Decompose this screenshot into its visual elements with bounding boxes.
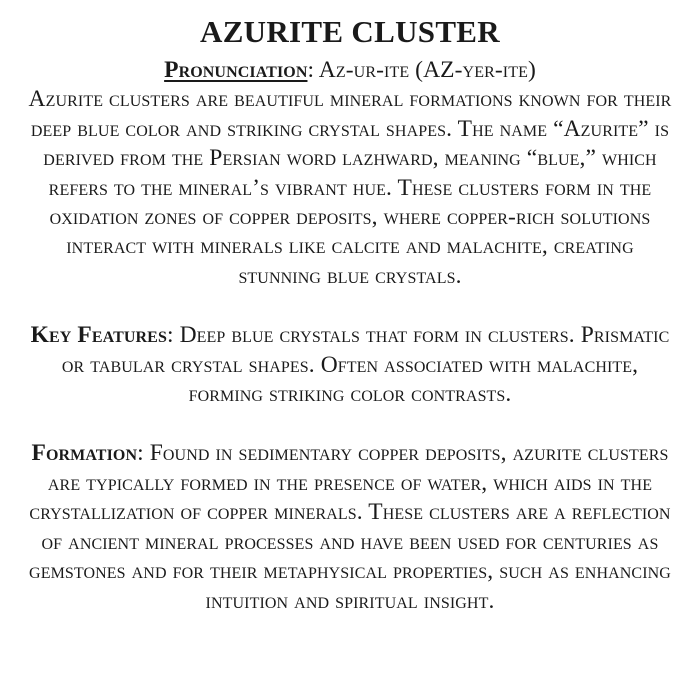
formation-paragraph — [22, 439, 678, 615]
key-features-separator: : — [166, 322, 174, 349]
intro-paragraph: Azurite clusters are beautiful mineral formations known for their deep blue color and striking crystal shapes. The name “Azurite” is derived from the Persian word lazhward, meaning “blue,” which refers to the mineral’s vibrant hue. These clusters form in the oxidation zones of copper deposits, where copper-rich solutions interact with minerals like calcite and malachite, creating stunning blue crystals. — [28, 86, 672, 289]
page-title: AZURITE CLUSTER — [200, 14, 500, 49]
key-features-paragraph — [22, 321, 678, 409]
formation-label: Formation — [31, 440, 138, 467]
formation-text: Found in sedimentary copper deposits, azurite clusters are typically formed in the presence of water, which aids in the crystallization of copper minerals. These clusters are a reflection of ancient mineral processes and have been used for centuries as gemstones and for their metaphysical properties, such as enhancing intuition and spiritual insight. — [29, 440, 671, 614]
pronunciation-separator: : — [307, 57, 315, 83]
formation-separator: : — [137, 440, 144, 467]
key-features-text: Deep blue crystals that form in clusters. Prismatic or tabular crystal shapes. Often associated with malachite, forming striking color contrasts. — [61, 322, 670, 408]
key-features-label: Key Features — [30, 322, 167, 349]
paragraph-spacer — [22, 409, 678, 439]
paragraph-spacer — [22, 291, 678, 321]
pronunciation-text: Az-ur-ite (AZ-yer-ite) — [314, 57, 536, 83]
pronunciation-line — [22, 56, 678, 85]
pronunciation-label: Pronunciation — [164, 57, 308, 83]
